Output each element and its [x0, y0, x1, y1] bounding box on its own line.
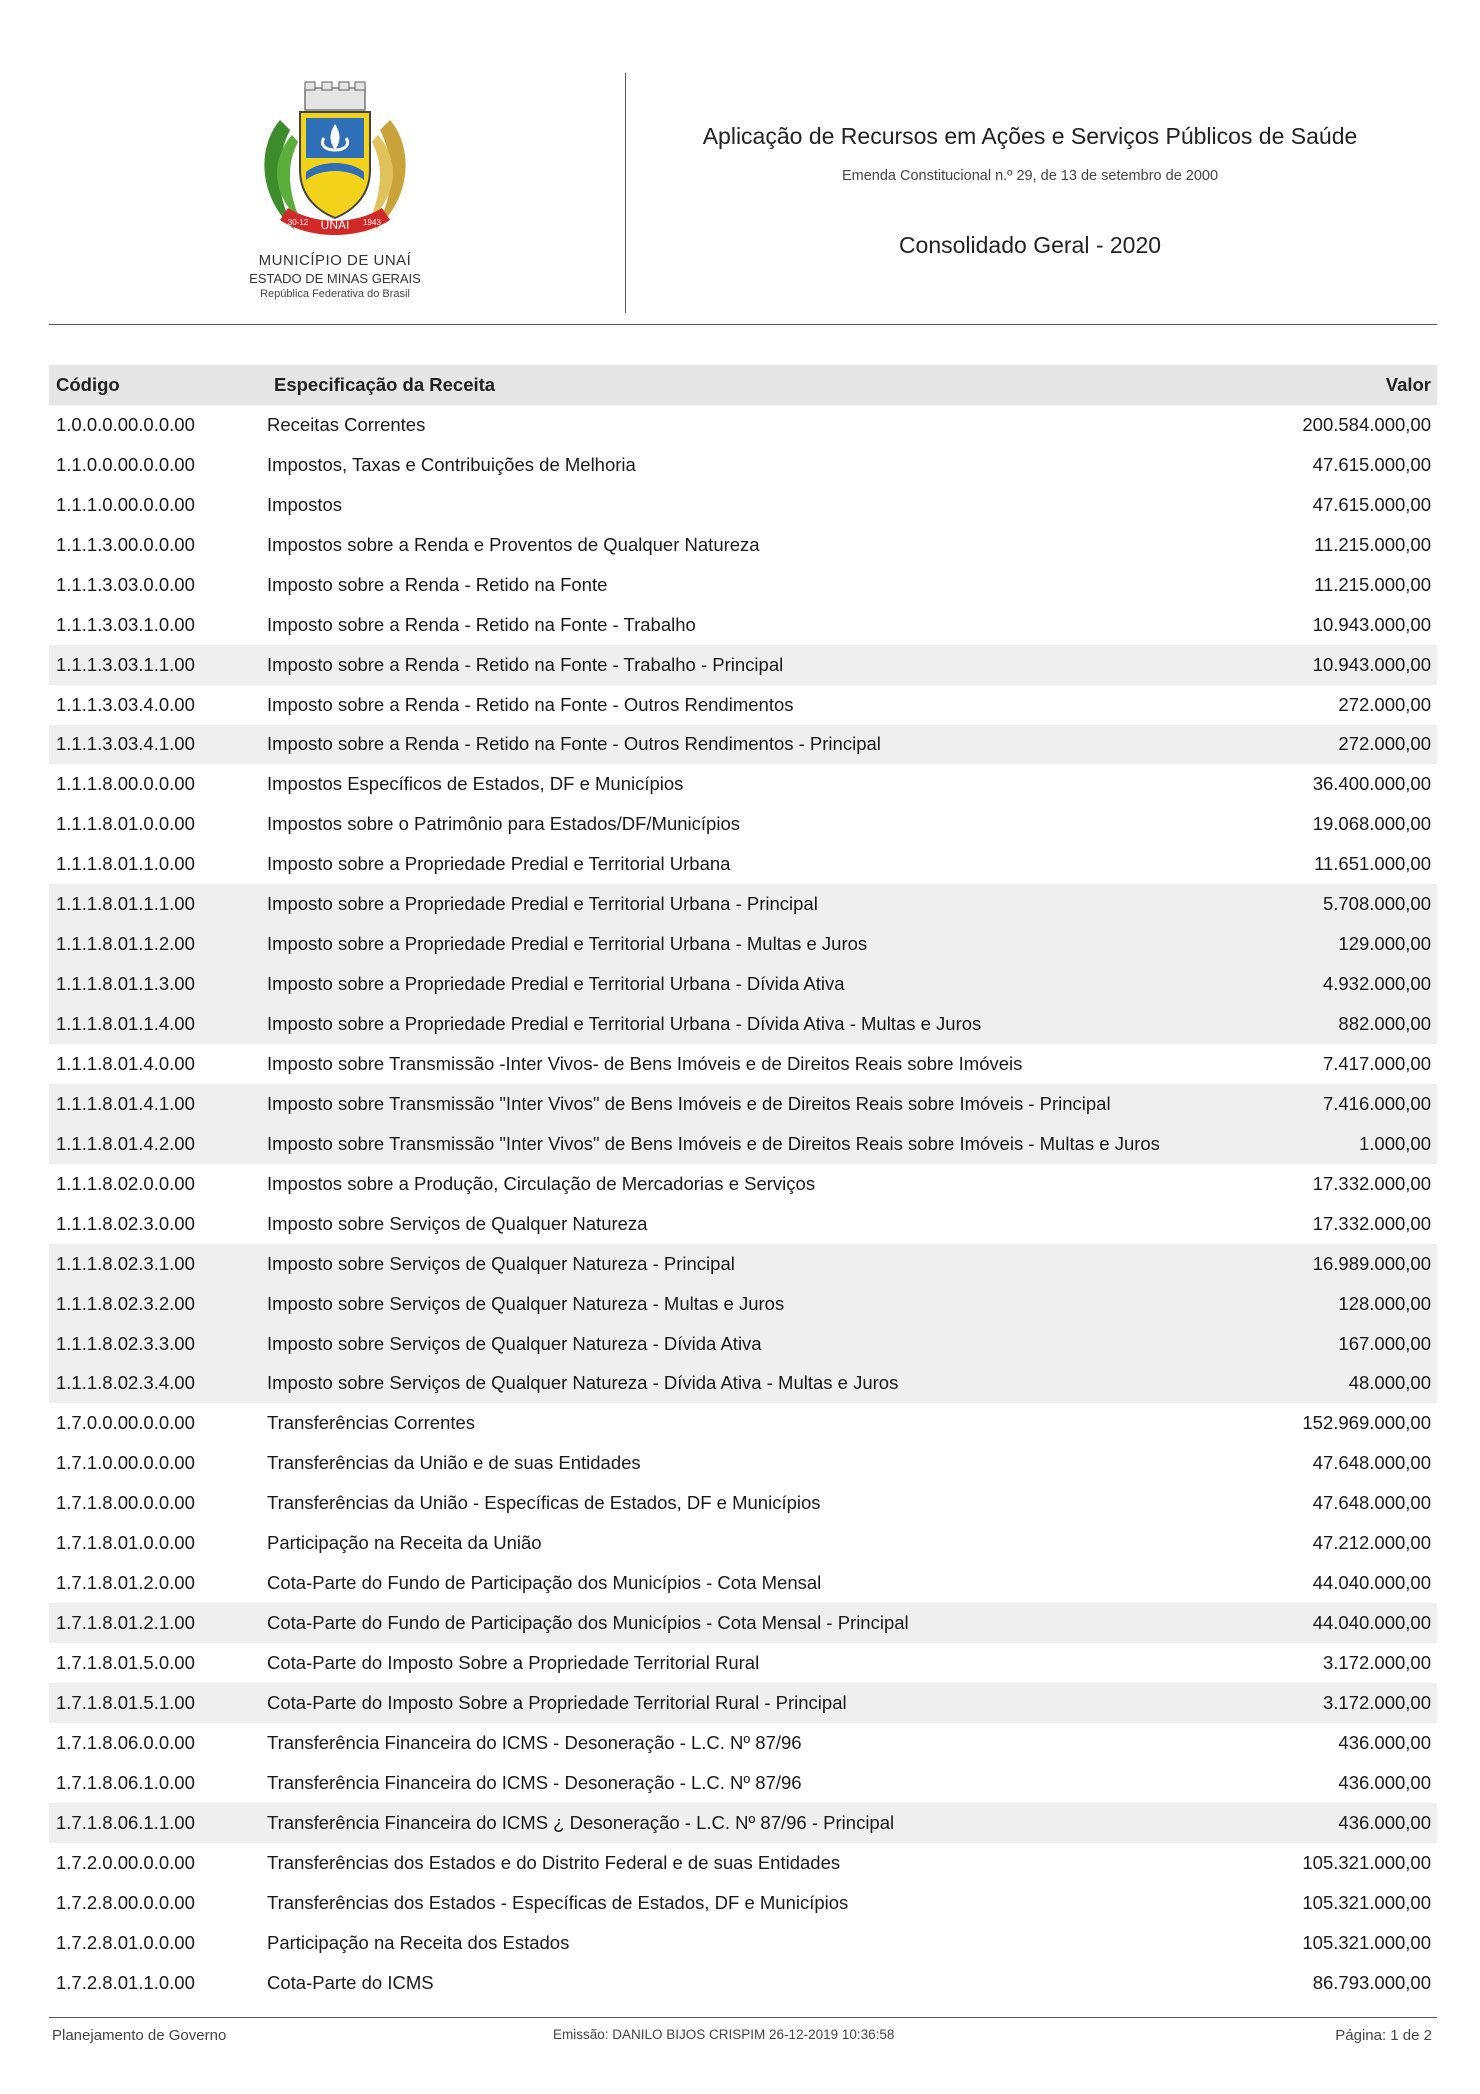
- municipal-crest-icon: [250, 80, 420, 250]
- footer-emission: Emissão: DANILO BIJOS CRISPIM 26-12-2019 10:36:58: [553, 2027, 895, 2042]
- table-row: [49, 1324, 1437, 1364]
- row-specification: Transferências Correntes: [267, 1412, 476, 1434]
- row-value: 167.000,00: [1338, 1332, 1431, 1354]
- row-specification: Impostos, Taxas e Contribuições de Melhoria: [267, 453, 636, 475]
- republic-name: República Federativa do Brasil: [260, 288, 410, 300]
- row-code: 1.1.1.0.00.0.0.00: [56, 493, 195, 515]
- row-value: 436.000,00: [1338, 1731, 1431, 1753]
- row-code: 1.7.2.8.00.0.0.00: [56, 1891, 195, 1913]
- row-value: 10.943.000,00: [1312, 653, 1431, 675]
- row-value: 10.943.000,00: [1312, 613, 1431, 635]
- row-specification: Imposto sobre Serviços de Qualquer Natureza: [267, 1212, 648, 1234]
- row-specification: Impostos sobre a Produção, Circulação de Mercadorias e Serviços: [267, 1172, 816, 1194]
- row-specification: Receitas Correntes: [267, 413, 426, 435]
- row-specification: Impostos sobre o Patrimônio para Estados/DF/Municípios: [267, 813, 740, 835]
- table-row: [49, 1603, 1437, 1643]
- row-specification: Imposto sobre Serviços de Qualquer Natureza - Multas e Juros: [267, 1292, 785, 1314]
- table-row: [49, 804, 1437, 844]
- table-row: [49, 1963, 1437, 2003]
- row-value: 16.989.000,00: [1312, 1252, 1431, 1274]
- row-value: 436.000,00: [1338, 1771, 1431, 1793]
- table-body: [49, 405, 1437, 2003]
- row-value: 7.417.000,00: [1322, 1052, 1431, 1074]
- table-row: [49, 1483, 1437, 1523]
- table-row: [49, 405, 1437, 445]
- row-code: 1.1.0.0.00.0.0.00: [56, 453, 195, 475]
- row-code: 1.1.1.8.02.3.0.00: [56, 1212, 195, 1234]
- table-row: [49, 485, 1437, 525]
- row-value: 3.172.000,00: [1322, 1652, 1431, 1674]
- table-row: [49, 1364, 1437, 1404]
- state-name: ESTADO DE MINAS GERAIS: [249, 271, 421, 286]
- table-row: [49, 924, 1437, 964]
- header-divider: [625, 73, 626, 313]
- row-code: 1.1.1.8.01.1.4.00: [56, 1013, 195, 1035]
- table-row: [49, 1284, 1437, 1324]
- row-specification: Transferência Financeira do ICMS - Desoneração - L.C. Nº 87/96: [267, 1771, 802, 1793]
- row-value: 47.615.000,00: [1312, 453, 1431, 475]
- row-value: 105.321.000,00: [1302, 1931, 1431, 1953]
- row-code: 1.1.1.8.01.1.2.00: [56, 933, 195, 955]
- row-code: 1.1.1.3.03.0.0.00: [56, 573, 195, 595]
- row-value: 11.215.000,00: [1314, 573, 1431, 595]
- row-specification: Imposto sobre Serviços de Qualquer Natureza - Dívida Ativa - Multas e Juros: [267, 1372, 899, 1394]
- row-code: 1.1.1.8.01.4.1.00: [56, 1092, 195, 1114]
- row-code: 1.7.1.8.01.5.0.00: [56, 1652, 195, 1674]
- row-specification: Transferência Financeira do ICMS ¿ Desoneração - L.C. Nº 87/96 - Principal: [267, 1811, 895, 1833]
- table-row: [49, 1763, 1437, 1803]
- row-code: 1.7.1.8.01.0.0.00: [56, 1532, 195, 1554]
- table-header: [49, 365, 1437, 405]
- report-scope: Consolidado Geral - 2020: [898, 232, 1162, 258]
- table-row: [49, 605, 1437, 645]
- crest-ribbon-text: UNAÍ: [320, 218, 350, 232]
- row-value: 7.416.000,00: [1322, 1092, 1431, 1114]
- row-specification: Imposto sobre a Propriedade Predial e Territorial Urbana - Dívida Ativa - Multas e Juros: [267, 1013, 982, 1035]
- row-specification: Imposto sobre Transmissão "Inter Vivos" de Bens Imóveis e de Direitos Reais sobre Imóveis - Multas e Juros: [267, 1132, 1160, 1154]
- row-value: 128.000,00: [1338, 1292, 1431, 1314]
- row-code: 1.1.1.8.02.3.3.00: [56, 1332, 195, 1354]
- row-value: 1.000,00: [1358, 1132, 1431, 1154]
- row-code: 1.7.1.8.06.1.0.00: [56, 1771, 195, 1793]
- table-row: [49, 1643, 1437, 1683]
- row-specification: Transferência Financeira do ICMS - Desoneração - L.C. Nº 87/96: [267, 1731, 802, 1753]
- row-code: 1.7.1.8.01.5.1.00: [56, 1691, 195, 1713]
- row-code: 1.7.2.0.00.0.0.00: [56, 1851, 195, 1873]
- table-row: [49, 1164, 1437, 1204]
- table-row: [49, 1803, 1437, 1843]
- row-code: 1.7.1.8.06.1.1.00: [56, 1811, 195, 1833]
- row-specification: Imposto sobre Transmissão -Inter Vivos- de Bens Imóveis e de Direitos Reais sobre Imóveis: [267, 1052, 1023, 1074]
- row-specification: Cota-Parte do ICMS: [267, 1971, 434, 1993]
- row-value: 44.040.000,00: [1312, 1572, 1431, 1594]
- row-value: 47.648.000,00: [1312, 1492, 1431, 1514]
- table-row: [49, 1883, 1437, 1923]
- row-value: 86.793.000,00: [1312, 1971, 1431, 1993]
- column-header-code: Código: [56, 374, 120, 395]
- row-value: 4.932.000,00: [1322, 973, 1431, 995]
- row-specification: Imposto sobre a Propriedade Predial e Territorial Urbana: [267, 853, 731, 875]
- report-title: Aplicação de Recursos em Ações e Serviços Públicos de Saúde: [702, 123, 1358, 149]
- row-specification: Imposto sobre a Propriedade Predial e Territorial Urbana - Multas e Juros: [267, 933, 868, 955]
- row-code: 1.7.2.8.01.0.0.00: [56, 1931, 195, 1953]
- table-row: [49, 1124, 1437, 1164]
- table-row: [49, 1044, 1437, 1084]
- footer-page-number: Página: 1 de 2: [1335, 2027, 1432, 2044]
- row-code: 1.7.1.8.01.2.0.00: [56, 1572, 195, 1594]
- row-specification: Participação na Receita dos Estados: [267, 1931, 570, 1953]
- row-value: 47.615.000,00: [1312, 493, 1431, 515]
- crest-ribbon-date: 30-12: [287, 218, 309, 227]
- row-value: 44.040.000,00: [1312, 1612, 1431, 1634]
- row-specification: Transferências dos Estados - Específicas de Estados, DF e Municípios: [267, 1891, 849, 1913]
- table-row: [49, 445, 1437, 485]
- table-row: [49, 1204, 1437, 1244]
- row-value: 47.648.000,00: [1312, 1452, 1431, 1474]
- table-row: [49, 1523, 1437, 1563]
- row-specification: Impostos Específicos de Estados, DF e Municípios: [267, 773, 684, 795]
- table-row: [49, 764, 1437, 804]
- row-specification: Imposto sobre a Propriedade Predial e Territorial Urbana - Dívida Ativa: [267, 973, 845, 995]
- row-code: 1.7.2.8.01.1.0.00: [56, 1971, 195, 1993]
- row-specification: Imposto sobre a Renda - Retido na Fonte - Outros Rendimentos - Principal: [267, 733, 881, 755]
- row-code: 1.1.1.8.00.0.0.00: [56, 773, 195, 795]
- row-value: 48.000,00: [1348, 1372, 1431, 1394]
- table-row: [49, 1843, 1437, 1883]
- row-specification: Imposto sobre Serviços de Qualquer Natureza - Dívida Ativa: [267, 1332, 762, 1354]
- row-code: 1.7.1.0.00.0.0.00: [56, 1452, 195, 1474]
- row-value: 882.000,00: [1338, 1013, 1431, 1035]
- row-value: 105.321.000,00: [1302, 1891, 1431, 1913]
- header-rule: [49, 324, 1437, 325]
- table-row: [49, 964, 1437, 1004]
- table-row: [49, 884, 1437, 924]
- row-specification: Imposto sobre a Renda - Retido na Fonte - Trabalho: [267, 613, 696, 635]
- table-row: [49, 1723, 1437, 1763]
- row-code: 1.1.1.3.03.4.1.00: [56, 733, 195, 755]
- row-specification: Imposto sobre Transmissão "Inter Vivos" de Bens Imóveis e de Direitos Reais sobre Imóveis - Principal: [267, 1092, 1111, 1114]
- crest-ribbon-year: 1943: [363, 218, 381, 227]
- column-header-value: Valor: [1385, 374, 1431, 395]
- row-value: 272.000,00: [1338, 733, 1431, 755]
- row-code: 1.1.1.3.00.0.0.00: [56, 533, 195, 555]
- row-code: 1.1.1.8.02.3.4.00: [56, 1372, 195, 1394]
- row-value: 36.400.000,00: [1312, 773, 1431, 795]
- municipality-logo-block: [225, 80, 445, 300]
- row-code: 1.1.1.8.02.3.1.00: [56, 1252, 195, 1274]
- row-code: 1.1.1.3.03.1.0.00: [56, 613, 195, 635]
- row-code: 1.1.1.8.01.1.3.00: [56, 973, 195, 995]
- row-value: 200.584.000,00: [1302, 413, 1431, 435]
- table-row: [49, 844, 1437, 884]
- row-value: 5.708.000,00: [1322, 893, 1431, 915]
- row-code: 1.7.0.0.00.0.0.00: [56, 1412, 195, 1434]
- row-specification: Imposto sobre Serviços de Qualquer Natureza - Principal: [267, 1252, 735, 1274]
- row-code: 1.7.1.8.06.0.0.00: [56, 1731, 195, 1753]
- row-specification: Cota-Parte do Imposto Sobre a Propriedade Territorial Rural: [267, 1652, 760, 1674]
- row-code: 1.1.1.8.01.4.2.00: [56, 1132, 195, 1154]
- row-specification: Imposto sobre a Renda - Retido na Fonte: [267, 573, 608, 595]
- report-subtitle: Emenda Constitucional n.º 29, de 13 de setembro de 2000: [841, 168, 1219, 184]
- row-code: 1.1.1.3.03.4.0.00: [56, 693, 195, 715]
- column-header-spec: Especificação da Receita: [274, 374, 496, 395]
- row-value: 436.000,00: [1338, 1811, 1431, 1833]
- table-row: [49, 1443, 1437, 1483]
- row-specification: Cota-Parte do Fundo de Participação dos Municípios - Cota Mensal: [267, 1572, 822, 1594]
- row-value: 17.332.000,00: [1312, 1172, 1431, 1194]
- row-value: 129.000,00: [1338, 933, 1431, 955]
- row-value: 3.172.000,00: [1322, 1691, 1431, 1713]
- row-specification: Impostos sobre a Renda e Proventos de Qualquer Natureza: [267, 533, 760, 555]
- row-code: 1.0.0.0.00.0.0.00: [56, 413, 195, 435]
- row-value: 17.332.000,00: [1312, 1212, 1431, 1234]
- table-row: [49, 1563, 1437, 1603]
- row-code: 1.7.1.8.00.0.0.00: [56, 1492, 195, 1514]
- row-specification: Cota-Parte do Fundo de Participação dos Municípios - Cota Mensal - Principal: [267, 1612, 909, 1634]
- row-code: 1.1.1.8.02.3.2.00: [56, 1292, 195, 1314]
- table-row: [49, 525, 1437, 565]
- row-specification: Cota-Parte do Imposto Sobre a Propriedade Territorial Rural - Principal: [267, 1691, 847, 1713]
- table-row: [49, 685, 1437, 725]
- footer-department: Planejamento de Governo: [52, 2027, 227, 2044]
- row-value: 11.651.000,00: [1314, 853, 1431, 875]
- table-row: [49, 1923, 1437, 1963]
- row-code: 1.7.1.8.01.2.1.00: [56, 1612, 195, 1634]
- row-code: 1.1.1.8.01.0.0.00: [56, 813, 195, 835]
- row-code: 1.1.1.8.01.4.0.00: [56, 1052, 195, 1074]
- row-value: 105.321.000,00: [1302, 1851, 1431, 1873]
- table-row: [49, 1244, 1437, 1284]
- row-specification: Imposto sobre a Propriedade Predial e Territorial Urbana - Principal: [267, 893, 818, 915]
- row-code: 1.1.1.8.01.1.0.00: [56, 853, 195, 875]
- row-code: 1.1.1.8.02.0.0.00: [56, 1172, 195, 1194]
- row-value: 152.969.000,00: [1302, 1412, 1431, 1434]
- row-specification: Impostos: [267, 493, 343, 515]
- row-specification: Transferências da União e de suas Entidades: [267, 1452, 641, 1474]
- row-specification: Transferências dos Estados e do Distrito Federal e de suas Entidades: [267, 1851, 841, 1873]
- table-row: [49, 725, 1437, 765]
- row-specification: Transferências da União - Específicas de Estados, DF e Municípios: [267, 1492, 821, 1514]
- row-value: 47.212.000,00: [1312, 1532, 1431, 1554]
- row-code: 1.1.1.3.03.1.1.00: [56, 653, 195, 675]
- table-row: [49, 1403, 1437, 1443]
- row-value: 19.068.000,00: [1312, 813, 1431, 835]
- table-row: [49, 1683, 1437, 1723]
- table-row: [49, 645, 1437, 685]
- municipality-name: MUNICÍPIO DE UNAÍ: [258, 252, 412, 269]
- row-specification: Participação na Receita da União: [267, 1532, 542, 1554]
- row-value: 272.000,00: [1338, 693, 1431, 715]
- row-value: 11.215.000,00: [1314, 533, 1431, 555]
- row-code: 1.1.1.8.01.1.1.00: [56, 893, 195, 915]
- table-row: [49, 1084, 1437, 1124]
- table-row: [49, 565, 1437, 605]
- row-specification: Imposto sobre a Renda - Retido na Fonte - Trabalho - Principal: [267, 653, 784, 675]
- row-specification: Imposto sobre a Renda - Retido na Fonte - Outros Rendimentos: [267, 693, 794, 715]
- footer-rule: [49, 2017, 1437, 2018]
- revenue-table: [49, 365, 1437, 2003]
- table-row: [49, 1004, 1437, 1044]
